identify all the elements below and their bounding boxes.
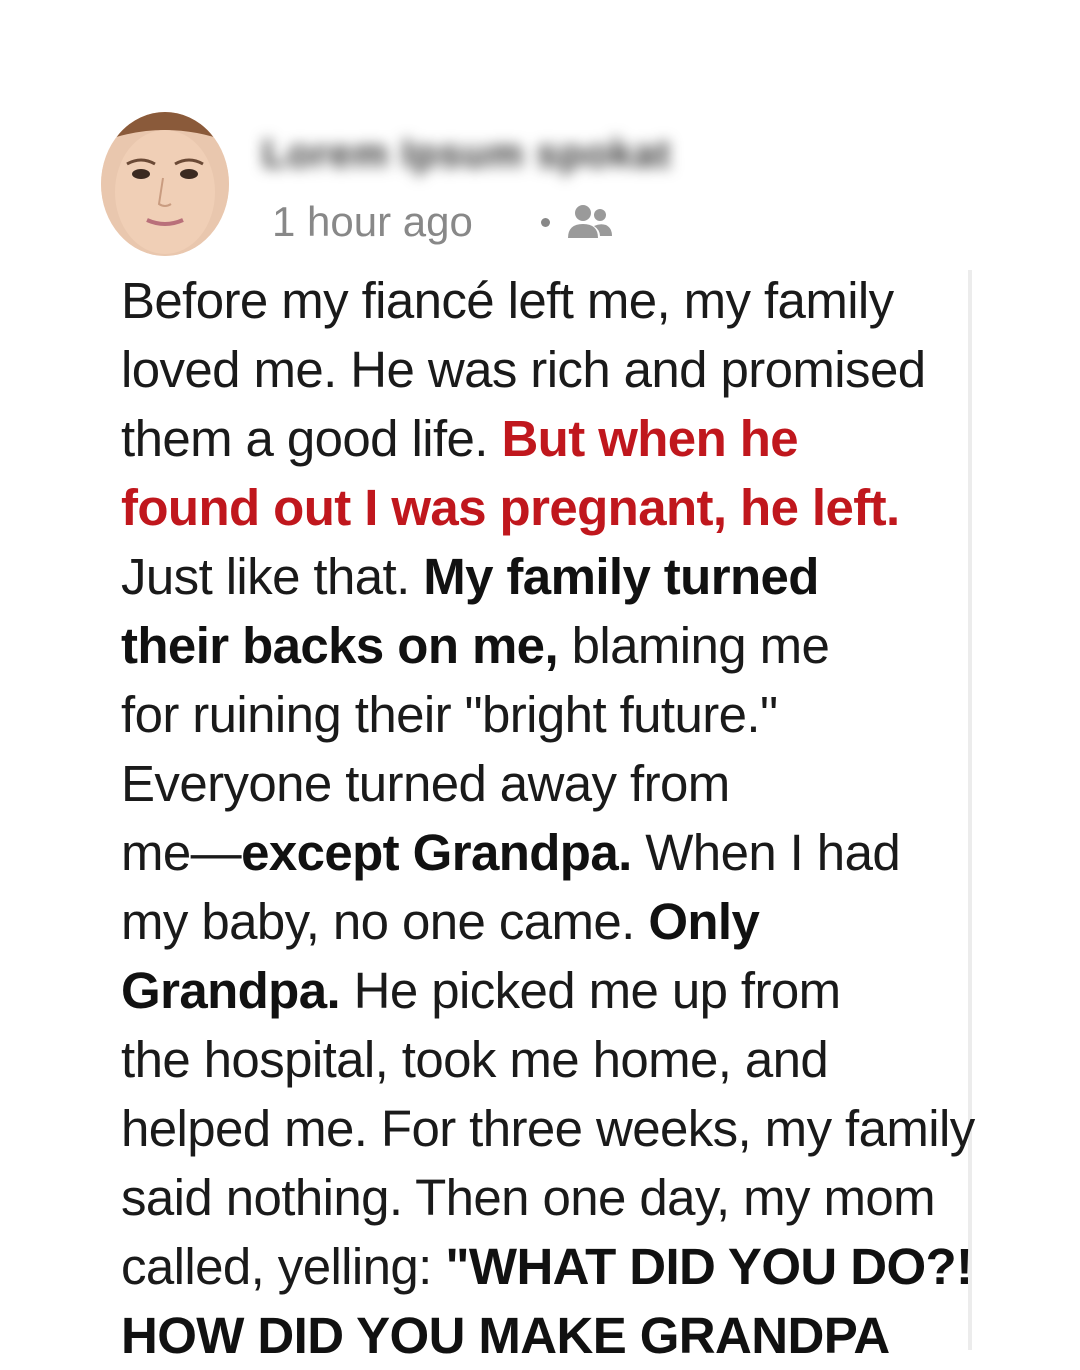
body-text: He picked me up from xyxy=(340,962,841,1019)
post-text-line xyxy=(121,1025,957,1094)
highlighted-text: But when he xyxy=(501,410,799,467)
body-text: said nothing. Then one day, my mom xyxy=(121,1169,936,1226)
body-text: called, yelling: xyxy=(121,1238,446,1295)
body-text: Everyone turned away from xyxy=(121,755,730,812)
post-text-line xyxy=(121,1094,975,1163)
author-avatar[interactable] xyxy=(101,112,229,256)
bold-text: My family turned xyxy=(423,548,819,605)
post-text-line xyxy=(121,818,957,887)
separator-dot xyxy=(541,218,550,227)
post-body xyxy=(121,266,975,1370)
post-text-line xyxy=(121,611,957,680)
post-text-line xyxy=(121,404,957,473)
post-text-line xyxy=(121,1301,957,1370)
post-text-line xyxy=(121,473,957,542)
bold-text: their backs on me, xyxy=(121,617,559,674)
post-text-line xyxy=(121,1163,957,1232)
post-text-line xyxy=(121,1232,973,1301)
body-text: my baby, no one came. xyxy=(121,893,649,950)
post-text-line xyxy=(121,542,957,611)
body-text: loved me. He was rich and promised xyxy=(121,341,926,398)
body-text: for ruining their "bright future." xyxy=(121,686,778,743)
post-text-line xyxy=(121,887,957,956)
post-timestamp[interactable]: 1 hour ago xyxy=(272,198,473,245)
body-text: helped me. For three weeks, my family xyxy=(121,1100,975,1157)
post-text-line xyxy=(121,680,957,749)
friends-icon[interactable] xyxy=(566,202,614,242)
bold-text: Grandpa. xyxy=(121,962,341,1019)
bold-text: Only xyxy=(648,893,760,950)
post-text-line xyxy=(121,956,957,1025)
body-text: me— xyxy=(121,824,242,881)
post-text-line xyxy=(121,749,957,818)
post-meta xyxy=(272,196,614,248)
author-name[interactable]: Lorem Ipsum spokat xyxy=(262,132,672,176)
body-text: the hospital, took me home, and xyxy=(121,1031,829,1088)
bold-text: "WHAT DID YOU DO?! xyxy=(445,1238,973,1295)
post-text-line xyxy=(121,266,957,335)
scroll-divider xyxy=(968,270,972,1350)
body-text: blaming me xyxy=(558,617,830,674)
bold-text: HOW DID YOU MAKE GRANDPA xyxy=(121,1307,890,1364)
post-text-line xyxy=(121,335,957,404)
body-text: Just like that. xyxy=(121,548,424,605)
body-text: them a good life. xyxy=(121,410,502,467)
highlighted-text: found out I was pregnant, he left. xyxy=(121,479,900,536)
body-text: Before my fiancé left me, my family xyxy=(121,272,894,329)
body-text: When I had xyxy=(631,824,901,881)
bold-text: except Grandpa. xyxy=(241,824,632,881)
